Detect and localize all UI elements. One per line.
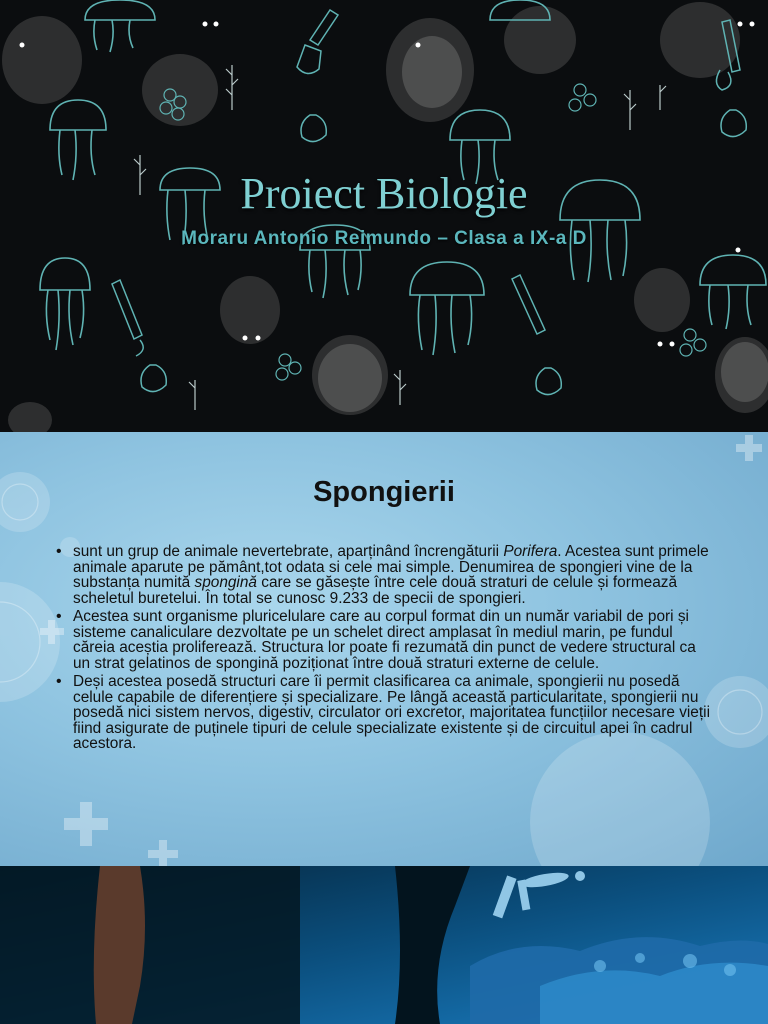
bullet-text: Acestea sunt organisme pluricelulare care au corpul format din un număr variabil de pori și sisteme canaliculare dezvoltate pe un schelet direct amplasat în mediul marin, pe fundul căreia aceștia proliferează. Structura lor poate fi rezumată din punct de vedere structural ca un strat gelatinos de spongină poziționat între două straturi externe de celule. — [73, 608, 696, 672]
slide-heading: Spongierii — [313, 476, 455, 508]
bullet-list — [56, 544, 716, 755]
italic-term: Porifera — [503, 543, 558, 560]
bullet-item — [56, 609, 716, 671]
underwater-reef-photo — [0, 866, 768, 1024]
underwater-photo-slide — [0, 866, 768, 1024]
title-slide — [0, 0, 768, 432]
presentation-title: Proiect Biologie — [240, 169, 528, 218]
content-slide — [0, 432, 768, 866]
bullet-text: sunt un grup de animale nevertebrate, aparținând încrengăturii — [73, 543, 504, 560]
bullet-text: care se găsește între cele două straturi de celule și formează scheletul buretelui. În total se cunosc 9.233 de specii de spongieri. — [73, 574, 678, 607]
bullet-text: Deși acestea posedă structuri care îi permit clasificarea ca animale, spongierii nu posedă celule capabile de diferențiere și specializare. Pe lângă această particularitate, spongierii nu posedă nici sistem nervos, digestiv, circulator ori excretor, majoritatea funcțiilor necesare vieții fiind asigurate de puținele tipuri de celule specializate existente și de circuitul apei în cadrul acestora. — [73, 673, 710, 752]
italic-term: spongină — [194, 574, 257, 591]
bullet-item — [56, 674, 716, 752]
bullet-item — [56, 544, 716, 606]
bullet-text: . Acestea sunt primele animale aparute pe pământ,tot odata si cele mai simple. Denumirea de spongieri vine de la substanța numită — [73, 543, 709, 591]
presentation-subtitle: Moraru Antonio Reimundo – Clasa a IX-a D — [181, 228, 587, 249]
